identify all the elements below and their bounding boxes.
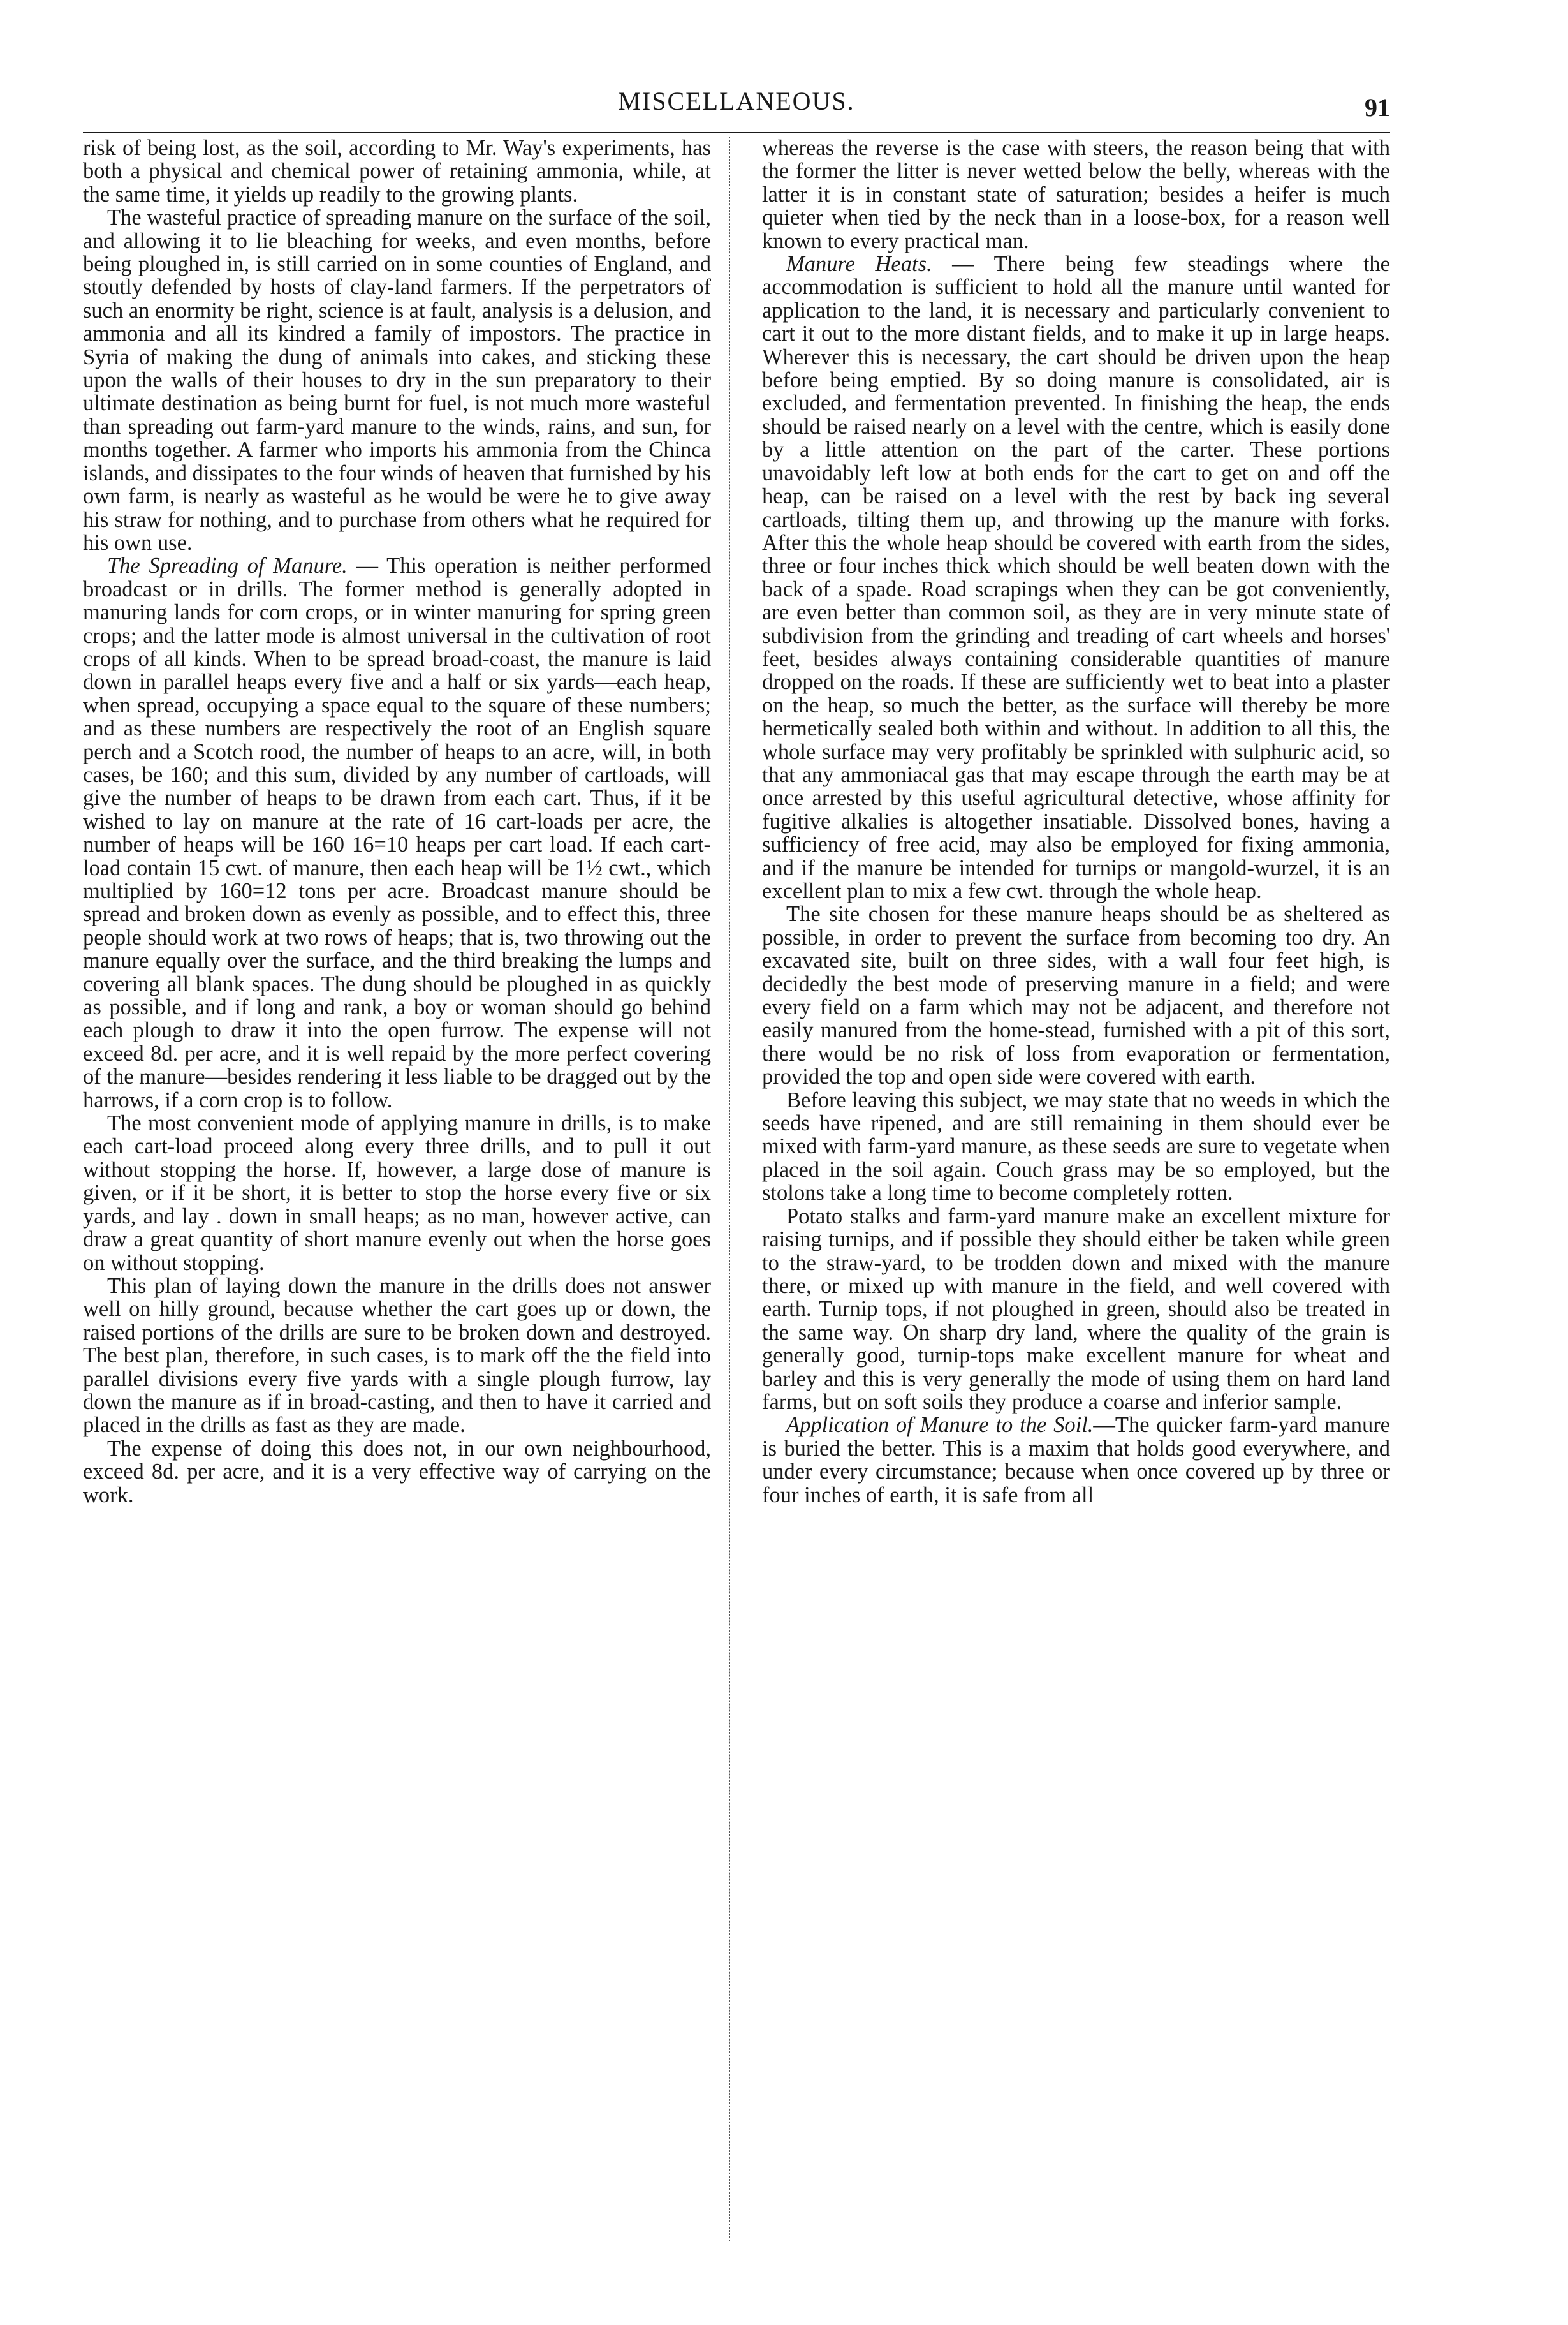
- paragraph-body: — This operation is neither performed broadcast or in drills. The former method is generally adopted in manuring lands for corn crops, or in winter manuring for spring green crops; and the latter mode is almost universal in the cultivation of root crops of all kinds. When to be spread broad-coast, the manure is laid down in parallel heaps every five and a half or six yards—each heap, when spread, occupying a space equal to the square of these numbers; and as these numbers are respectively the root of an English square perch and a Scotch rood, the number of heaps to an acre, will, in both cases, be 160; and this sum, divided by any number of cartloads, will give the number of heaps to be drawn from each cart. Thus, if it be wished to lay on manure at the rate of 16 cart-loads per acre, the number of heaps will be 160 16=10 heaps per cart load. If each cart-load contain 15 cwt. of manure, then each heap will be 1½ cwt., which multiplied by 160=12 tons per acre. Broadcast manure should be spread and broken down as evenly as possible, and to effect this, three people should work at two rows of heaps; that is, two throwing out the manure equally over the surface, and the third breaking the lumps and covering all blank spaces. The dung should be ploughed in as quickly as possible, and if long and rank, a boy or woman should go behind each plough to draw it into the open furrow. The expense will not exceed 8d. per acre, and it is well repaid by the more perfect covering of the manure—besides rendering it less liable to be dragged out by the harrows, if a corn crop is to follow.: [83, 554, 711, 1112]
- running-title: MISCELLANEOUS.: [618, 87, 855, 115]
- paragraph: whereas the reverse is the case with steers, the reason being that with the former the litter is never wetted below the belly, whereas with the latter it is in constant state of saturation; besides a heifer is much quieter when tied by the neck than in a loose-box, for a reason well known to every practical man.: [762, 136, 1390, 253]
- column-divider: [729, 137, 730, 2241]
- page-header: [83, 86, 1390, 131]
- section-heading: Application of Manure to the Soil.: [786, 1413, 1094, 1438]
- paragraph: The wasteful practice of spreading manure on the surface of the soil, and allowing it to lie bleaching for weeks, and even months, before being ploughed in, is still carried on in some counties of England, and stoutly defended by hosts of clay-land farmers. If the perpetrators of such an enormity be right, science is at fault, analysis is a delusion, and ammonia and all its kindred a family of impostors. The practice in Syria of making the dung of animals into cakes, and sticking these upon the walls of their houses to dry in the sun preparatory to their ultimate destination as being burnt for fuel, is not much more wasteful than spreading out farm-yard manure to the winds, rains, and sun, for months together. A farmer who imports his ammonia from the Chinca islands, and dissipates to the four winds of heaven that furnished by his own farm, is nearly as wasteful as he would be were he to give away his straw for nothing, and to purchase from others what he required for his own use.: [83, 205, 711, 555]
- paragraph-body: — There being few steadings where the accommodation is sufficient to hold all the manure until wanted for application to the land, it is necessary and particularly convenient to cart it out to the more distant fields, and to make it up in large heaps. Wherever this is necessary, the cart should be driven upon the heap before being emptied. By so doing manure is consolidated, air is excluded, and fermentation prevented. In finishing the heap, the ends should be raised nearly on a level with the centre, which is easily done by a little attention on the part of the carter. These portions unavoidably left low at both ends for the cart to get on and off the heap, can be raised on a level with the rest by back ing several cartloads, tilting them up, and throwing up the manure with forks. After this the whole heap should be covered with earth from the sides, three or four inches thick which should be well beaten down with the back of a spade. Road scrapings when they can be got conveniently, are even better than common soil, as they are in very minute state of subdivision from the grinding and treading of cart wheels and horses' feet, besides always containing considerable quantities of manure dropped on the roads. If these are sufficiently wet to beat into a plaster on the heap, so much the better, as the surface will thereby be more hermetically sealed both within and without. In addition to all this, the whole surface may very profitably be sprinkled with sulphuric acid, so that any ammoniacal gas that may escape through the earth may be at once arrested by this useful agricultural detective, whose affinity for fugitive alkalies is altogether insatiable. Dissolved bones, having a sufficiency of free acid, may also be employed for fixing ammonia, and if the manure be intended for turnips or mangold-wurzel, it is an excellent plan to mix a few cwt. through the whole heap.: [762, 252, 1390, 903]
- paragraph: Before leaving this subject, we may state that no weeds in which the seeds have ripened, and are still remaining in them should ever be mixed with farm-yard manure, as these seeds are sure to vegetate when placed in the soil again. Couch grass may be so employed, but the stolons take a long time to become completely rotten.: [762, 1088, 1390, 1206]
- paragraph-with-heading: [762, 1413, 1390, 1507]
- paragraph: risk of being lost, as the soil, according to Mr. Way's experiments, has both a physical and chemical power of retaining ammonia, while, at the same time, it yields up readily to the growing plants.: [83, 136, 711, 207]
- paragraph: The site chosen for these manure heaps should be as sheltered as possible, in order to prevent the surface from becoming too dry. An excavated site, built on three sides, with a wall four feet high, is decidedly the best mode of preserving manure in a field; and were every field on a farm which may not be adjacent, and therefore not easily manured from the home-stead, furnished with a pit of this sort, there would be no risk of loss from evaporation or fermentation, provided the top and open side were covered with earth.: [762, 902, 1390, 1089]
- header-rule: [83, 131, 1390, 133]
- paragraph-with-heading: [83, 554, 711, 1112]
- paragraph: Potato stalks and farm-yard manure make an excellent mixture for raising turnips, and if possible they should either be taken while green to the straw-yard, to be trodden down and mixed with the manure there, or mixed up with manure in the field, and well covered with earth. Turnip tops, if not ploughed in green, should also be treated in the same way. On sharp dry land, where the quality of the grain is generally good, turnip-tops make excellent manure for wheat and barley and this is very generally the mode of using them on hard land farms, but on soft soils they produce a coarse and inferior sample.: [762, 1204, 1390, 1414]
- paragraph: This plan of laying down the manure in the drills does not answer well on hilly ground, because whether the cart goes up or down, the raised portions of the drills are sure to be broken down and destroyed. The best plan, therefore, in such cases, is to mark off the the field into parallel divisions every five yards with a single plough furrow, lay down the manure as if in broad-casting, and then to have it carried and placed in the drills as fast as they are made.: [83, 1273, 711, 1438]
- page-number: 91: [1365, 93, 1390, 122]
- page: [83, 86, 1390, 2268]
- text-columns: [83, 137, 1390, 1507]
- paragraph-with-heading: [762, 253, 1390, 903]
- left-column: [83, 137, 711, 1507]
- paragraph-body: —The quicker farm-yard manure is buried the better. This is a maxim that holds good everywhere, and under every circumstance; because when once covered up by three or four inches of earth, it is safe from all: [762, 1413, 1390, 1507]
- right-column: [762, 137, 1390, 1507]
- section-heading: The Spreading of Manure.: [107, 554, 348, 579]
- paragraph: The expense of doing this does not, in our own neighbourhood, exceed 8d. per acre, and it is a very effective way of carrying on the work.: [83, 1436, 711, 1507]
- section-heading: Manure Heats.: [786, 252, 932, 277]
- paragraph: The most convenient mode of applying manure in drills, is to make each cart-load proceed along every three drills, and to pull it out without stopping the horse. If, however, a large dose of manure is given, or if it be short, it is better to stop the horse every five or six yards, and lay . down in small heaps; as no man, however active, can draw a great quantity of short manure evenly out when the horse goes on without stopping.: [83, 1111, 711, 1275]
